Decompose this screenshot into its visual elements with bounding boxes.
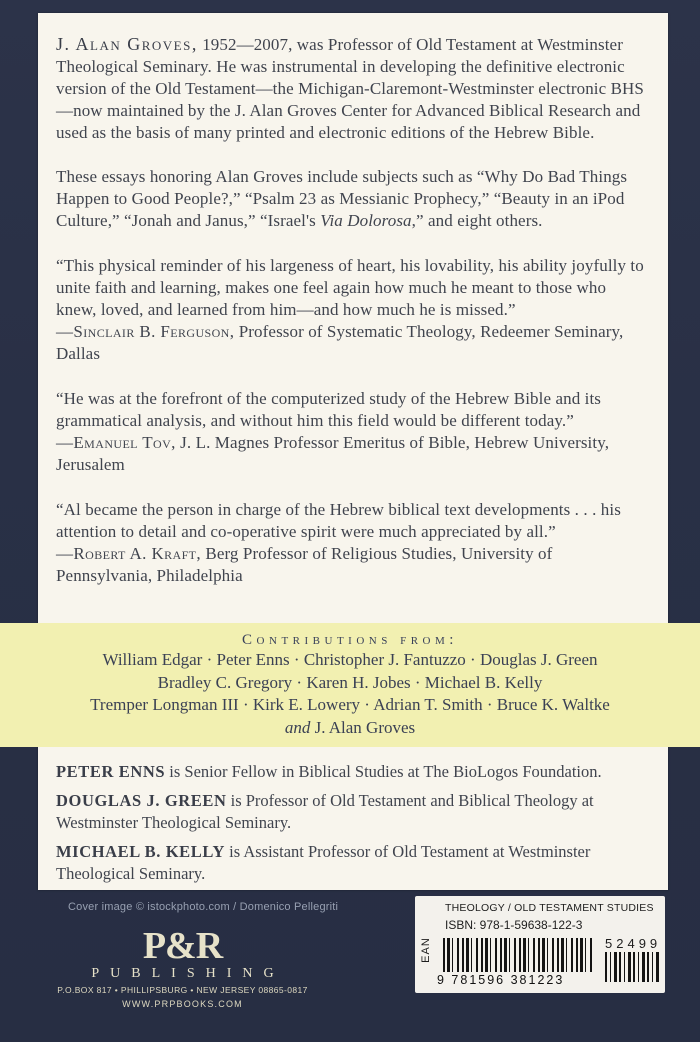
- editor-text: is Assistant Professor of Old Testament at Westminster Theological Seminary.: [56, 842, 591, 883]
- publisher-address: P.O.BOX 817 • PHILLIPSBURG • NEW JERSEY 08865-0817: [57, 985, 308, 995]
- content-panel: [38, 13, 668, 890]
- barcode-panel: [415, 896, 665, 993]
- quote-block-kraft: [56, 499, 648, 587]
- contributors-and: and: [284, 717, 311, 737]
- contributors-line-1: William Edgar · Peter Enns · Christopher J. Fantuzzo · Douglas J. Green: [102, 650, 598, 669]
- barcode-addon-bars: [605, 952, 659, 982]
- contributors-line-3: Tremper Longman III · Kirk E. Lowery · Adrian T. Smith · Bruce K. Waltke: [90, 695, 610, 714]
- groves-name: J. Alan Groves,: [56, 34, 198, 54]
- essays-paragraph: [56, 166, 648, 232]
- quote-text: “He was at the forefront of the computerized study of the Hebrew Bible and its grammatical analysis, and without him this field would be different today.”: [56, 389, 602, 430]
- essays-italic-title: Via Dolorosa: [320, 211, 412, 230]
- quote-block-tov: [56, 388, 648, 476]
- quote-attribution-role: Professor of Systematic Theology, Redeemer Seminary, Dallas: [56, 322, 624, 363]
- barcode-digits: 9 781596 381223: [437, 973, 565, 987]
- panel-text: [38, 13, 668, 587]
- quote-block-ferguson: [56, 255, 648, 365]
- quote-attribution-name: —Sinclair B. Ferguson,: [56, 322, 235, 341]
- essays-part2: ,” and eight others.: [411, 211, 543, 230]
- barcode-isbn: ISBN: 978-1-59638-122-3: [445, 918, 583, 932]
- bio-text: 1952—2007, was Professor of Old Testament at Westminster Theological Seminary. He was instrumental in developing the definitive electronic version of the Old Testament—the Michigan-Claremont-Westminster electronic BHS—now maintained by the J. Alan Groves Center for Advanced Biblical Research and used as the basis of many printed and electronic editions of the Hebrew Bible.: [56, 35, 644, 142]
- quote-attribution-role: Berg Professor of Religious Studies, University of Pennsylvania, Philadelphia: [56, 544, 553, 585]
- publisher-website: WWW.PRPBOOKS.COM: [122, 999, 243, 1009]
- ean-label: EAN: [420, 937, 432, 963]
- quote-attribution-name: —Emanuel Tov,: [56, 433, 176, 452]
- editor-item: [56, 790, 650, 834]
- cover-image-credit: Cover image © istockphoto.com / Domenico Pellegriti: [68, 901, 339, 913]
- editor-name: MICHAEL B. KELLY: [56, 842, 225, 861]
- essays-part1: These essays honoring Alan Groves include subjects such as “Why Do Bad Things Happen to Good People?,” “Psalm 23 as Messianic Prophecy,” “Beauty in an iPod Culture,” “Jonah and Janus,” “Israel's: [56, 167, 628, 230]
- editor-item: [56, 761, 650, 783]
- editors-section: [56, 761, 650, 892]
- quote-attribution-role: J. L. Magnes Professor Emeritus of Bible, Hebrew University, Jerusalem: [56, 433, 610, 474]
- bio-paragraph: [56, 33, 648, 144]
- contributions-heading: Contributions from:: [242, 632, 458, 648]
- editor-text: is Senior Fellow in Biblical Studies at The BioLogos Foundation.: [165, 762, 602, 781]
- contributions-band: [0, 623, 700, 747]
- editor-item: [56, 841, 650, 885]
- editor-text: is Professor of Old Testament and Biblical Theology at Westminster Theological Seminary.: [56, 791, 594, 832]
- editor-name: DOUGLAS J. GREEN: [56, 791, 227, 810]
- publisher-logo-block: [40, 925, 325, 1009]
- barcode-addon-digits: 52499: [605, 936, 662, 951]
- barcode-category: THEOLOGY / OLD TESTAMENT STUDIES: [445, 902, 654, 914]
- contributors-groves: J. Alan Groves: [310, 717, 416, 737]
- barcode-main-bars: [443, 938, 593, 972]
- quote-attribution-name: —Robert A. Kraft,: [56, 544, 202, 563]
- quote-text: “This physical reminder of his largeness of heart, his lovability, his ability joyfully to unite faith and learning, makes one feel again how much he meant to those who knew, loved, and learned from him—and how much he is missed.”: [56, 256, 644, 319]
- contributors-line-2: Bradley C. Gregory · Karen H. Jobes · Michael B. Kelly: [157, 672, 543, 692]
- quote-text: “Al became the person in charge of the Hebrew biblical text developments . . . his attention to detail and co-operative spirit were much appreciated by all.”: [56, 500, 621, 541]
- editor-name: PETER ENNS: [56, 762, 166, 781]
- contributors-line-4: [0, 717, 700, 740]
- publisher-name: PUBLISHING: [91, 966, 285, 981]
- pr-logo-icon: P&R: [142, 925, 223, 967]
